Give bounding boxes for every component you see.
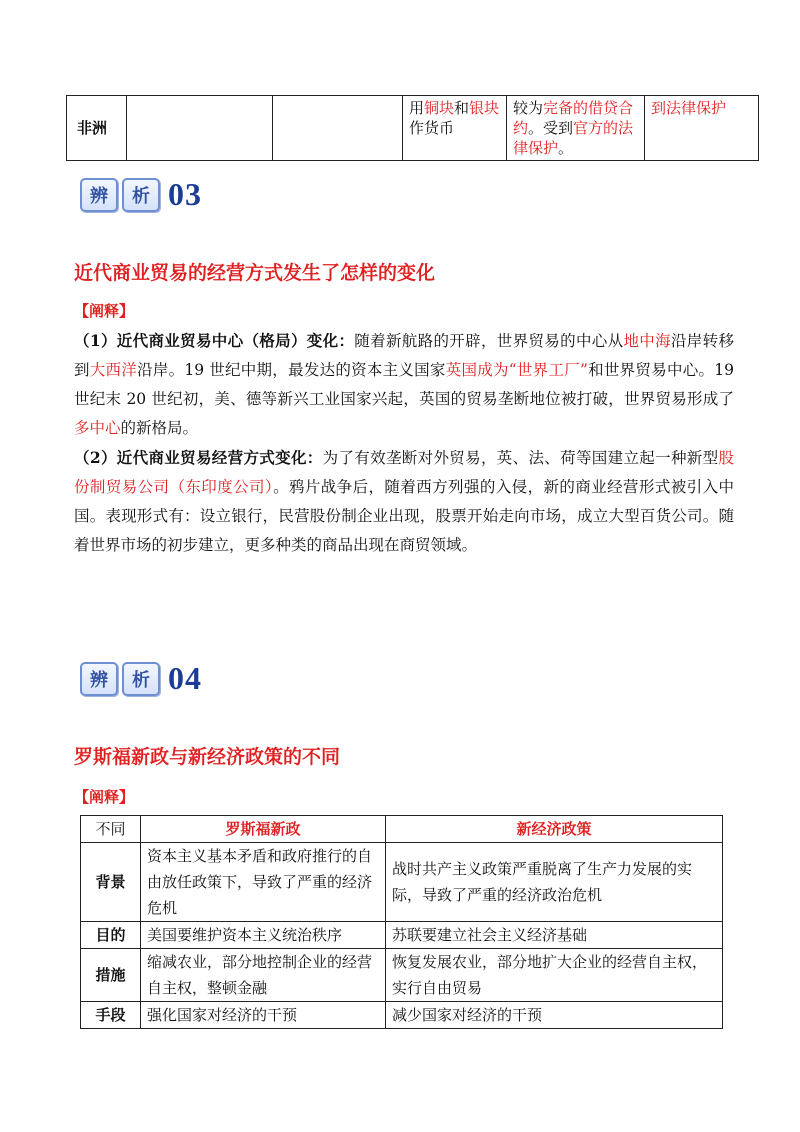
table-cell: 减少国家对经济的干预 (386, 1002, 723, 1029)
table-cell: 资本主义基本矛盾和政府推行的自由放任政策下，导致了严重的经济危机 (141, 843, 386, 922)
row-label: 手段 (81, 1002, 141, 1029)
badge-char: 辨 (80, 178, 118, 212)
table-cell: 战时共产主义政策严重脱离了生产力发展的实际，导致了严重的经济政治危机 (386, 843, 723, 922)
badge-number: 03 (168, 176, 202, 212)
table-cell: 美国要维护资本主义统治秩序 (141, 922, 386, 949)
paragraph-1: （1）近代商业贸易中心（格局）变化：随着新航路的开辟，世界贸易的中心从地中海沿岸转移到大西洋沿岸。19 世纪中期，最发达的资本主义国家英国成为“世界工厂”和世界贸易中心。19 世纪末 20 世纪初，美、德等新兴工业国家兴起，英国的贸易垄断地位被打破，世界贸易形成了多中心的新格局。 (74, 331, 734, 437)
comparison-table (80, 815, 723, 1029)
legal-cell: 到法律保护 (645, 96, 759, 161)
table-cell: 恢复发展农业，部分地扩大企业的经营自主权，实行自由贸易 (386, 949, 723, 1002)
row-label: 措施 (81, 949, 141, 1002)
row-label: 背景 (81, 843, 141, 922)
table-row (81, 922, 723, 949)
currency-cell: 用铜块和银块作货币 (403, 96, 507, 161)
table-row (81, 949, 723, 1002)
badge-char: 辨 (80, 662, 118, 696)
explanation-label: 【阐释】 (74, 302, 135, 320)
table-row (81, 843, 723, 922)
credit-cell: 较为完备的借贷合约。受到官方的法律保护。 (507, 96, 645, 161)
badge-number: 04 (168, 660, 202, 696)
region-cell: 非洲 (67, 96, 127, 161)
empty-cell (127, 96, 273, 161)
section-heading: 罗斯福新政与新经济政策的不同 (74, 746, 341, 768)
empty-cell (273, 96, 403, 161)
table-row (81, 1002, 723, 1029)
table-header-row (81, 816, 723, 843)
section-badge-03 (80, 176, 202, 213)
table-cell: 苏联要建立社会主义经济基础 (386, 922, 723, 949)
explanation-label: 【阐释】 (74, 788, 135, 806)
header-cell: 不同 (81, 816, 141, 843)
paragraph-2: （2）近代商业贸易经营方式变化：为了有效垄断对外贸易，英、法、荷等国建立起一种新型股份制贸易公司（东印度公司）。鸦片战争后，随着西方列强的入侵，新的商业经营形式被引入中国。表现形式有：设立银行，民营股份制企业出现，股票开始走向市场，成立大型百货公司。随着世界市场的初步建立，更多种类的商品出现在商贸领域。 (74, 448, 734, 554)
table-cell: 强化国家对经济的干预 (141, 1002, 386, 1029)
section-heading: 近代商业贸易的经营方式发生了怎样的变化 (74, 262, 436, 284)
table-row (67, 96, 759, 161)
continuation-table (66, 95, 759, 161)
section-badge-04 (80, 660, 202, 697)
table-cell: 缩减农业，部分地控制企业的经营自主权，整顿金融 (141, 949, 386, 1002)
explanation-text (74, 326, 734, 560)
header-cell: 新经济政策 (386, 816, 723, 843)
header-cell: 罗斯福新政 (141, 816, 386, 843)
badge-char: 析 (122, 178, 160, 212)
row-label: 目的 (81, 922, 141, 949)
badge-char: 析 (122, 662, 160, 696)
